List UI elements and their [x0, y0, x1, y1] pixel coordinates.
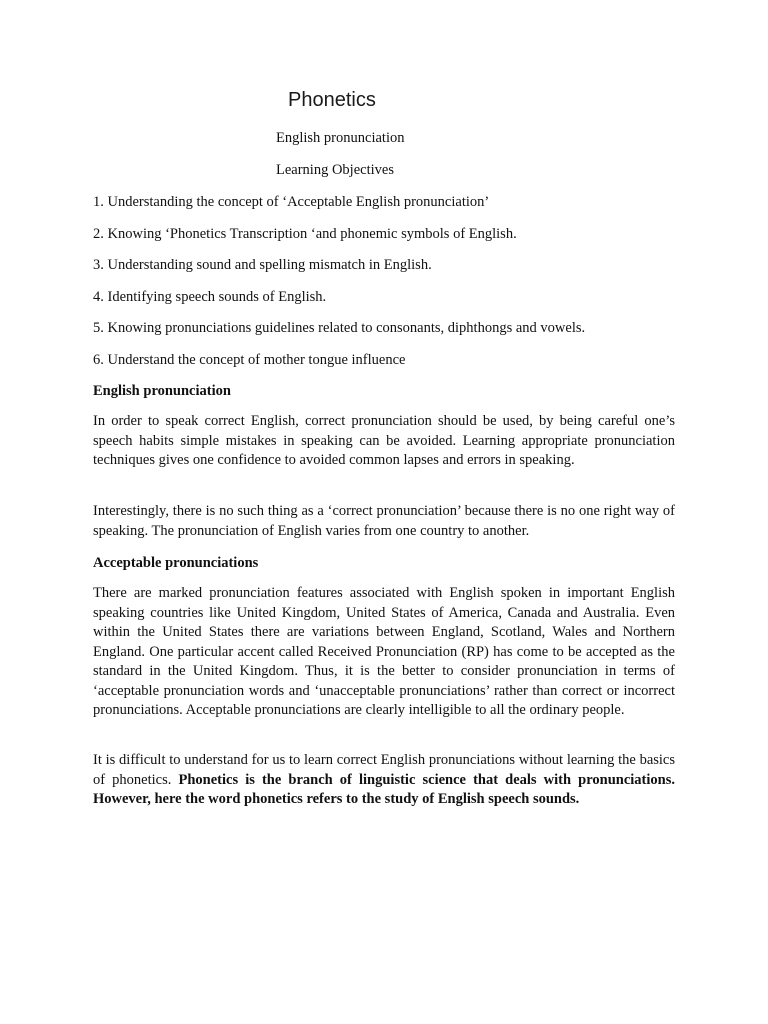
objective-item: 2. Knowing ‘Phonetics Transcription ‘and phonemic symbols of English. — [93, 225, 517, 242]
document-title: Phonetics — [288, 89, 376, 111]
closing-paragraph-bold: Phonetics is the branch of linguistic science that deals with pronunciations. However, here the word phonetics refers to the study of English speech sounds. — [93, 771, 675, 807]
closing-paragraph-plain: It is difficult to understand for us to learn correct English pronunciations without learning the basics of phonetics. — [93, 752, 675, 788]
closing-paragraph — [93, 751, 675, 810]
objective-item: 6. Understand the concept of mother tongue influence — [93, 351, 406, 368]
objective-item: 4. Identifying speech sounds of English. — [93, 288, 327, 305]
section-heading-english-pronunciation: English pronunciation — [93, 383, 231, 399]
objectives-heading: Learning Objectives — [276, 162, 394, 178]
paragraph: There are marked pronunciation features associated with English spoken in important English speaking countries like United Kingdom, United States of America, Canada and Australia. Even within the United States there are variations between England, Scotland, Wales and Northern England. One particular accent called Received Pronunciation (RP) has come to be accepted as the standard in the United Kingdom. Thus, it is the better to consider pronunciation in terms of ‘acceptable pronunciation words and ‘unacceptable pronunciations’ rather than correct or incorrect pronunciations. Acceptable pronunciations are clearly intelligible to all the ordinary people. — [93, 585, 675, 718]
objective-item: 1. Understanding the concept of ‘Acceptable English pronunciation’ — [93, 194, 490, 210]
paragraph: In order to speak correct English, correct pronunciation should be used, by being careful one’s speech habits simple mistakes in speaking can be avoided. Learning appropriate pronunciation techniques gives one confidence to avoided common lapses and errors in speaking. — [93, 413, 675, 468]
section-heading-acceptable-pronunciations: Acceptable pronunciations — [93, 555, 259, 571]
objectives-list — [93, 193, 683, 382]
paragraph: Interestingly, there is no such thing as a ‘correct pronunciation’ because there is no one right way of speaking. The pronunciation of English varies from one country to another. — [93, 503, 675, 539]
objective-item: 5. Knowing pronunciations guidelines related to consonants, diphthongs and vowels. — [93, 320, 586, 336]
document-subtitle: English pronunciation — [276, 130, 405, 146]
objective-item: 3. Understanding sound and spelling mismatch in English. — [93, 257, 432, 273]
